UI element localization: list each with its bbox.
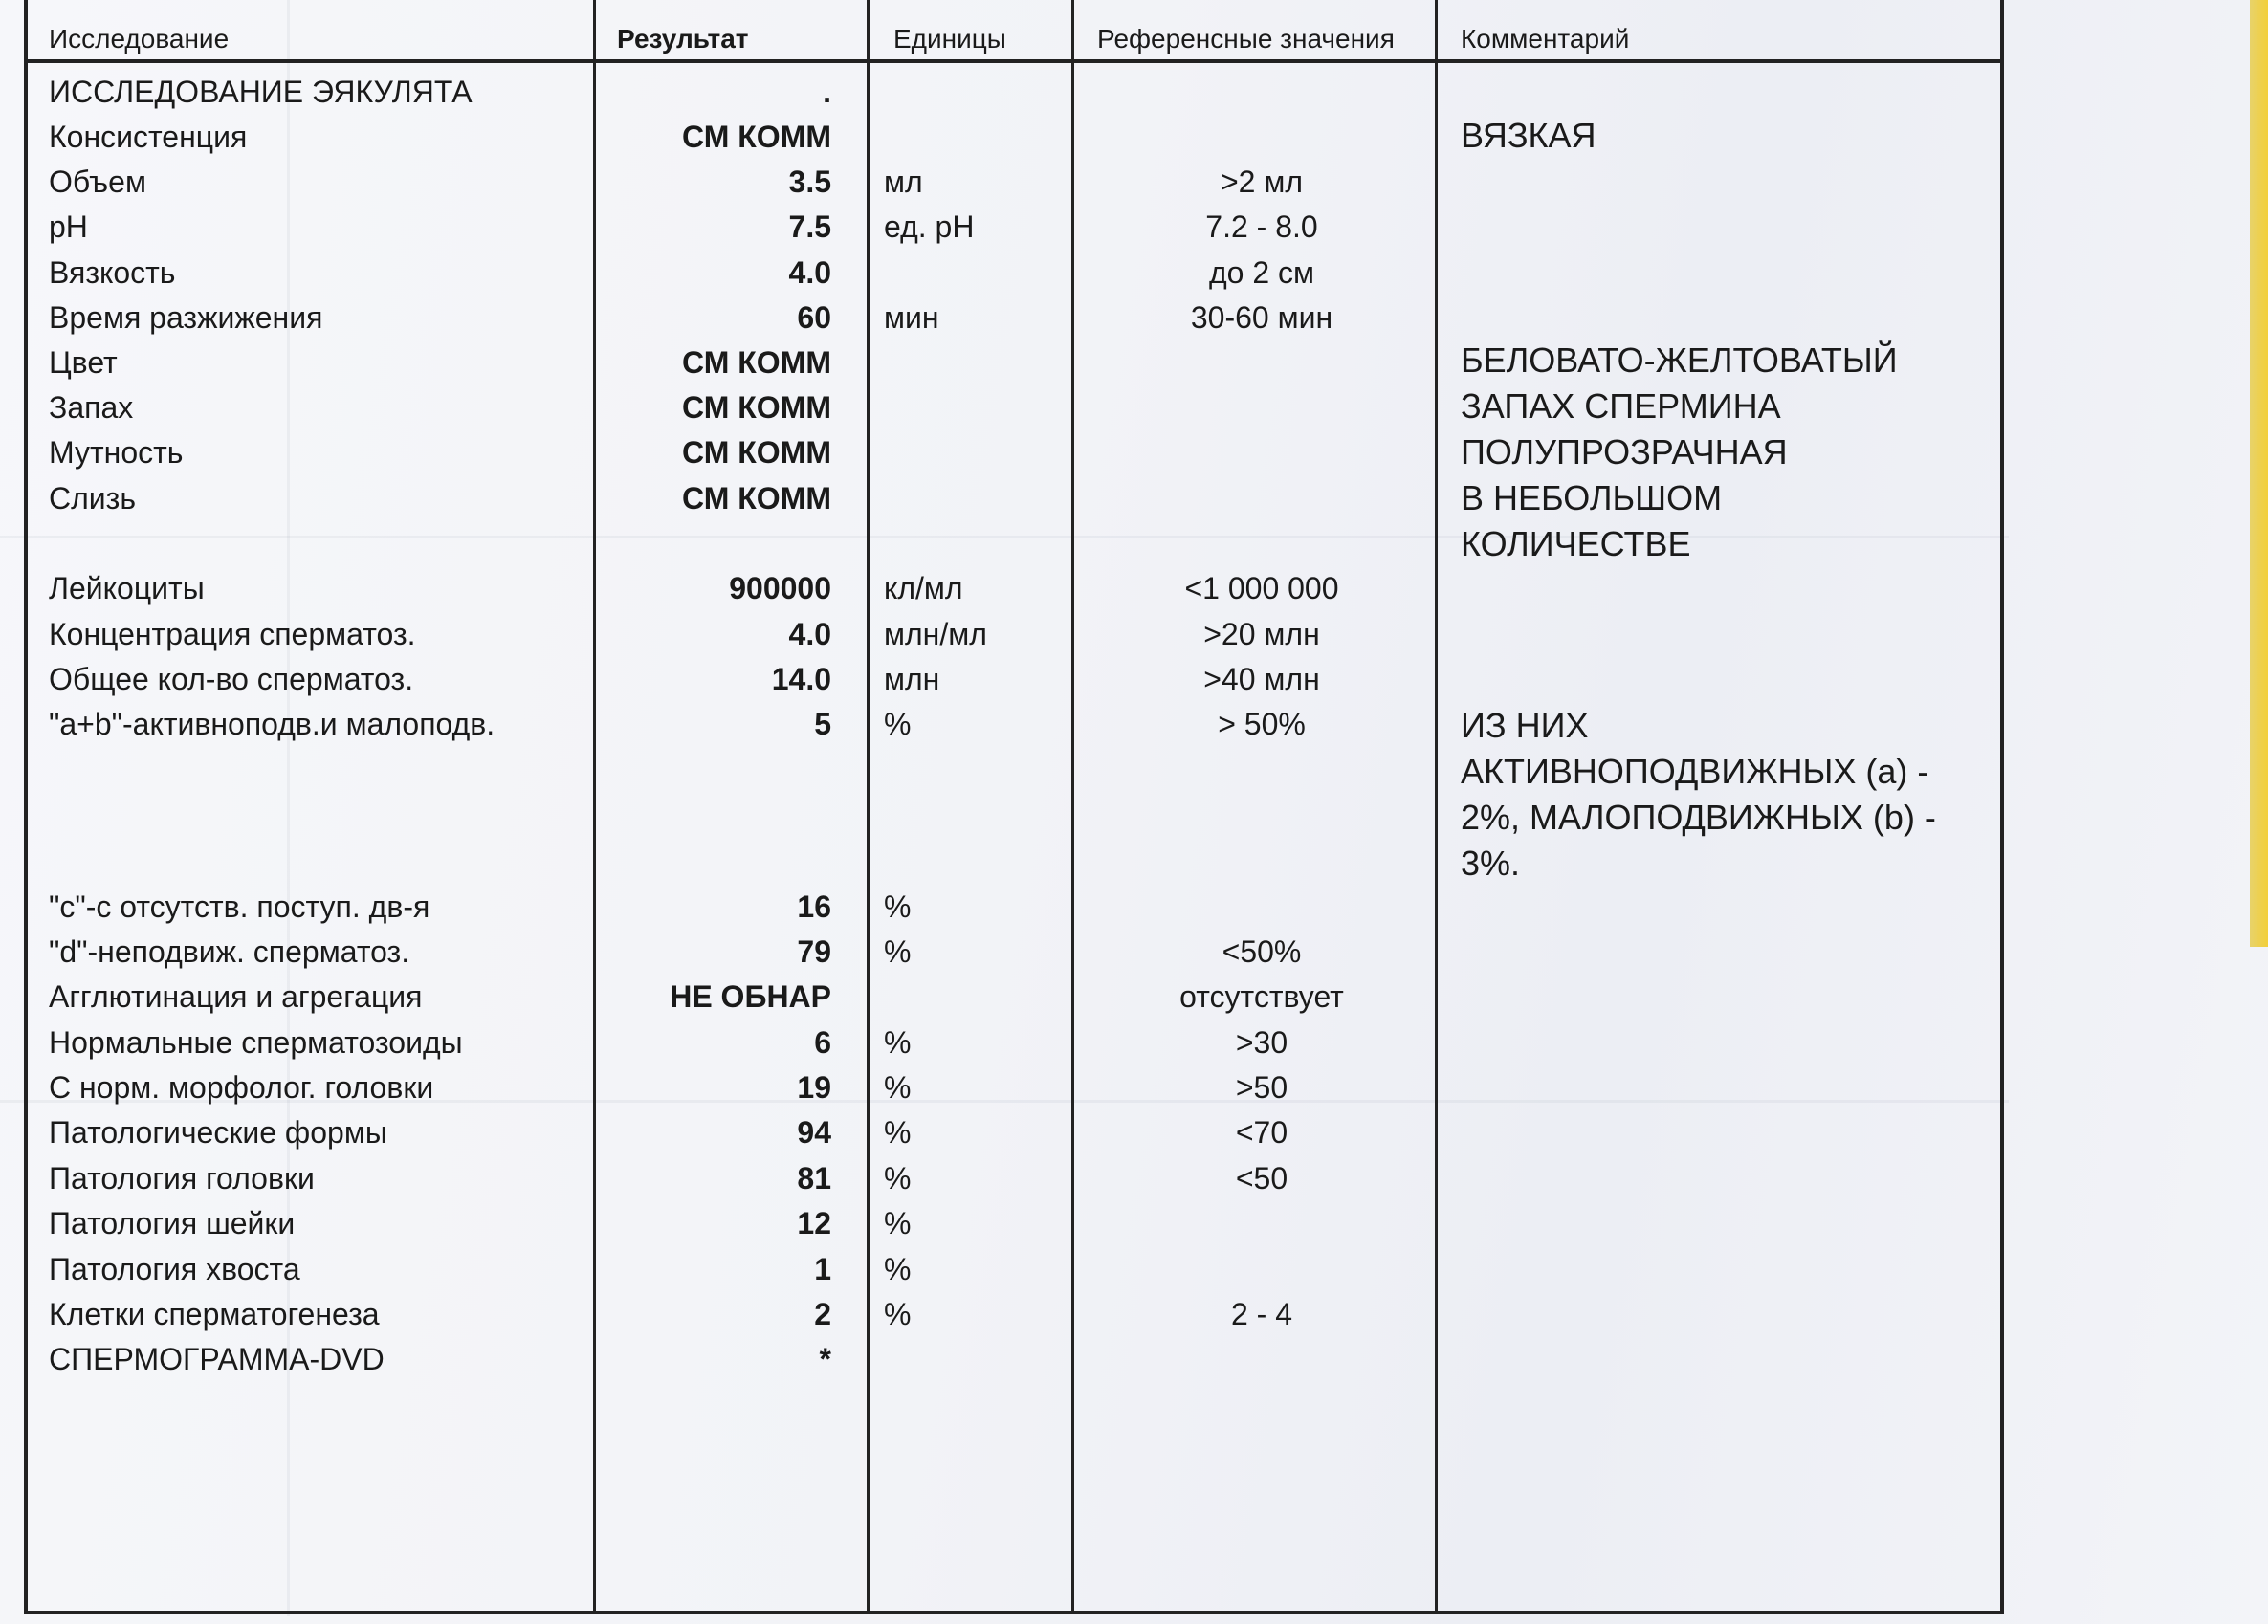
- test-reference: 2 - 4: [1230, 1297, 1293, 1331]
- test-result: 1: [814, 1252, 831, 1286]
- test-reference: > 50%: [1218, 707, 1306, 741]
- test-name: Общее кол-во сперматоз.: [49, 662, 414, 696]
- header-reference: Референсные значения: [1097, 24, 1395, 54]
- comment-line: ПОЛУПРОЗРАЧНАЯ: [1461, 432, 1788, 472]
- test-reference: >40 млн: [1203, 662, 1320, 696]
- test-result: 7.5: [788, 209, 831, 244]
- table-row: [28, 1065, 2000, 1109]
- test-name: Запах: [49, 390, 134, 425]
- test-name: pH: [49, 209, 88, 244]
- comment-line: ВЯЗКАЯ: [1461, 116, 1596, 155]
- test-unit: %: [884, 1070, 912, 1105]
- test-reference: <50%: [1222, 934, 1302, 969]
- table-row: [28, 975, 2000, 1019]
- test-result: 79: [797, 934, 831, 969]
- test-result: 6: [814, 1025, 831, 1060]
- table-row: [28, 1337, 2000, 1381]
- test-reference: >30: [1235, 1025, 1288, 1060]
- comment-line: БЕЛОВАТО-ЖЕЛТОВАТЫЙ: [1461, 340, 1898, 380]
- test-name: С норм. морфолог. головки: [49, 1070, 434, 1105]
- table-row: [28, 205, 2000, 249]
- test-result: 16: [797, 889, 831, 924]
- test-result: СМ КОММ: [682, 390, 831, 425]
- comment-line: В НЕБОЛЬШОМ: [1461, 478, 1723, 517]
- test-name: Нормальные сперматозоиды: [49, 1025, 463, 1060]
- test-reference: <70: [1235, 1115, 1288, 1150]
- test-unit: %: [884, 934, 912, 969]
- table-row: [28, 70, 2000, 114]
- test-reference: 7.2 - 8.0: [1205, 209, 1318, 244]
- test-name: Объем: [49, 165, 146, 199]
- test-result: 4.0: [788, 617, 831, 651]
- test-unit: %: [884, 889, 912, 924]
- test-name: Лейкоциты: [49, 571, 205, 605]
- header-divider: [28, 59, 2000, 63]
- table-row: [28, 160, 2000, 204]
- table-row: [28, 1020, 2000, 1064]
- table-row: [28, 296, 2000, 340]
- test-name: ИССЛЕДОВАНИЕ ЭЯКУЛЯТА: [49, 75, 473, 109]
- test-name: "a+b"-активноподв.и малоподв.: [49, 707, 495, 741]
- test-unit: %: [884, 1115, 912, 1150]
- test-reference: >2 мл: [1220, 165, 1304, 199]
- test-result: 5: [814, 707, 831, 741]
- test-unit: %: [884, 1161, 912, 1196]
- test-result: 900000: [729, 571, 831, 605]
- test-result: 14.0: [771, 662, 831, 696]
- test-reference: <50: [1235, 1161, 1288, 1196]
- header-test: Исследование: [49, 24, 230, 54]
- table-row: [28, 702, 2000, 746]
- comment-line: АКТИВНОПОДВИЖНЫХ (a) -: [1461, 752, 1929, 791]
- test-result: 81: [797, 1161, 831, 1196]
- test-name: Концентрация сперматоз.: [49, 617, 416, 651]
- test-name: Клетки сперматогенеза: [49, 1297, 380, 1331]
- test-unit: кл/мл: [884, 571, 963, 605]
- report-table: [24, 0, 2004, 1614]
- table-row: [28, 885, 2000, 929]
- comment-line: КОЛИЧЕСТВЕ: [1461, 524, 1691, 563]
- test-result: 2: [814, 1297, 831, 1331]
- test-name: "c"-с отсутств. поступ. дв-я: [49, 889, 430, 924]
- test-unit: %: [884, 1025, 912, 1060]
- table-row: [28, 251, 2000, 295]
- test-result: .: [823, 75, 831, 109]
- test-name: Мутность: [49, 435, 184, 470]
- test-unit: %: [884, 1252, 912, 1286]
- test-name: Слизь: [49, 481, 136, 516]
- test-unit: мин: [884, 300, 939, 335]
- comment-line: 3%.: [1461, 844, 1521, 883]
- comment-line: 2%, МАЛОПОДВИЖНЫХ (b) -: [1461, 798, 1936, 837]
- table-row: [28, 1201, 2000, 1245]
- test-result: 94: [797, 1115, 831, 1150]
- test-result: 4.0: [788, 255, 831, 290]
- test-result: НЕ ОБНАР: [670, 979, 831, 1014]
- comment-line: ИЗ НИХ: [1461, 706, 1589, 745]
- test-result: 19: [797, 1070, 831, 1105]
- test-name: Патология хвоста: [49, 1252, 300, 1286]
- test-reference: 30-60 мин: [1190, 300, 1333, 335]
- table-row: [28, 1156, 2000, 1200]
- table-row: [28, 1292, 2000, 1336]
- test-result: *: [819, 1342, 831, 1376]
- comment-line: ЗАПАХ СПЕРМИНА: [1461, 386, 1781, 426]
- header-units: Единицы: [893, 24, 1006, 54]
- table-row: [28, 930, 2000, 974]
- test-result: СМ КОММ: [682, 435, 831, 470]
- test-result: 3.5: [788, 165, 831, 199]
- paper-edge: [2250, 0, 2268, 947]
- test-unit: мл: [884, 165, 923, 199]
- test-reference: отсутствует: [1179, 979, 1344, 1014]
- test-name: Время разжижения: [49, 300, 323, 335]
- test-unit: млн: [884, 662, 940, 696]
- test-name: Патологические формы: [49, 1115, 387, 1150]
- test-name: Вязкость: [49, 255, 176, 290]
- test-name: "d"-неподвиж. сперматоз.: [49, 934, 410, 969]
- header-comment: Комментарий: [1461, 24, 1630, 54]
- test-reference: до 2 см: [1208, 255, 1315, 290]
- test-name: Цвет: [49, 345, 118, 380]
- test-reference: >50: [1235, 1070, 1288, 1105]
- test-name: Патология головки: [49, 1161, 315, 1196]
- test-reference: <1 000 000: [1184, 571, 1339, 605]
- test-name: Консистенция: [49, 120, 248, 154]
- test-unit: %: [884, 1297, 912, 1331]
- test-result: СМ КОММ: [682, 120, 831, 154]
- table-row: [28, 657, 2000, 701]
- table-row: [28, 115, 2000, 159]
- table-row: [28, 566, 2000, 610]
- test-unit: ед. pH: [884, 209, 975, 244]
- test-name: Агглютинация и агрегация: [49, 979, 423, 1014]
- test-reference: >20 млн: [1203, 617, 1320, 651]
- table-row: [28, 1110, 2000, 1154]
- test-result: 12: [797, 1206, 831, 1240]
- test-unit: %: [884, 707, 912, 741]
- table-row: [28, 1247, 2000, 1291]
- test-unit: %: [884, 1206, 912, 1240]
- test-name: Патология шейки: [49, 1206, 296, 1240]
- test-name: СПЕРМОГРАММА-DVD: [49, 1342, 385, 1376]
- test-result: СМ КОММ: [682, 345, 831, 380]
- test-result: 60: [797, 300, 831, 335]
- test-unit: млн/мл: [884, 617, 987, 651]
- test-result: СМ КОММ: [682, 481, 831, 516]
- table-row: [28, 612, 2000, 656]
- header-result: Результат: [617, 24, 749, 54]
